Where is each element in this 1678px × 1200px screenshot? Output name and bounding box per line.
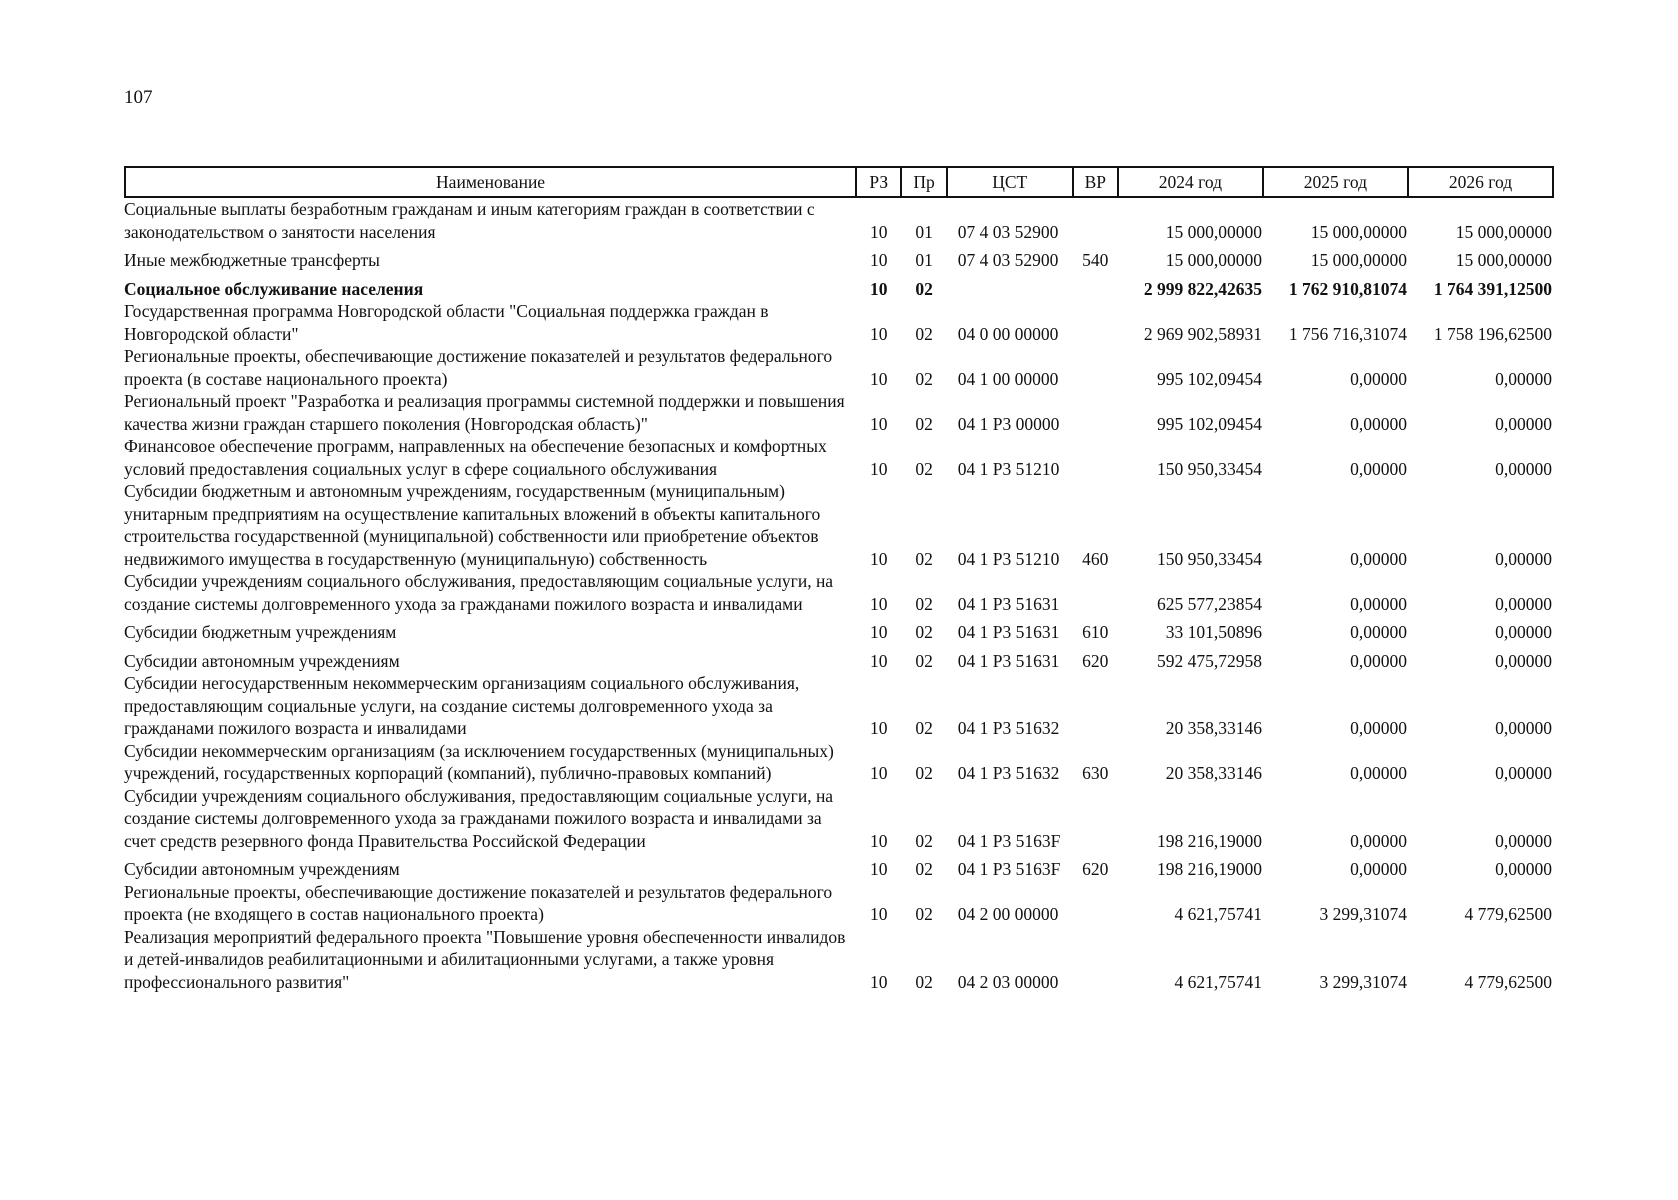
row-rz: 10: [870, 904, 888, 924]
row-pr: 02: [915, 278, 933, 299]
table-row: [124, 740, 1554, 785]
row-2026: 4 779,62500: [1464, 904, 1552, 924]
row-2026: 0,00000: [1495, 763, 1552, 783]
row-pr: 02: [915, 368, 933, 389]
row-2025: 3 299,31074: [1319, 971, 1407, 992]
row-cst: 04 1 Р3 51210: [957, 458, 1060, 479]
row-2025: 0,00000: [1350, 458, 1407, 479]
row-cst: 04 1 Р3 00000: [957, 413, 1060, 434]
row-pr: 02: [915, 718, 933, 738]
row-vr: 540: [1082, 250, 1109, 270]
table-row: [124, 345, 1554, 390]
row-2024: 995 102,09454: [1156, 368, 1262, 389]
row-2026: 0,00000: [1495, 593, 1552, 614]
row-name: Субсидии учреждениям социального обслуживания, предоставляющим социальные услуги, на создание системы долговременного ухода за гражданами пожилого возраста и инвалидами за счет средств резервного фонда Правительства Российской Федерации: [124, 785, 834, 851]
row-2026: 0,00000: [1495, 718, 1552, 738]
row-vr: [1074, 300, 1119, 345]
row-pr: 02: [915, 859, 933, 879]
row-2026: 0,00000: [1495, 458, 1552, 479]
row-2025: 0,00000: [1350, 368, 1407, 389]
row-vr: 620: [1082, 650, 1109, 671]
row-rz: 10: [870, 548, 888, 569]
row-2025: 3 299,31074: [1319, 904, 1407, 924]
table-row: [124, 480, 1554, 570]
row-2025: 0,00000: [1350, 830, 1407, 851]
row-vr: [1074, 672, 1119, 740]
row-rz: 10: [870, 859, 888, 879]
row-2026: 0,00000: [1495, 548, 1552, 569]
row-name: Субсидии автономным учреждениям: [124, 859, 400, 879]
row-2024: 150 950,33454: [1156, 458, 1262, 479]
row-rz: 10: [870, 622, 888, 642]
row-2024: 198 216,19000: [1156, 830, 1262, 851]
header-pr: Пр: [902, 166, 947, 198]
row-pr: 02: [915, 548, 933, 569]
page-number: 107: [124, 87, 153, 108]
table-row: [124, 243, 1554, 272]
row-pr: 02: [915, 413, 933, 434]
row-2026: 15 000,00000: [1455, 250, 1552, 270]
row-2025: 0,00000: [1350, 622, 1407, 642]
row-name: Субсидии бюджетным и автономным учреждениям, государственным (муниципальным) унитарным предприятиям на осуществление капитальных вложений в объекты капитального строительства государственной (муниципальной) собственности или приобретение объектов недвижимого имущества в государственную (муниципальную) собственность: [124, 481, 821, 569]
row-2024: 4 621,75741: [1174, 904, 1262, 924]
row-2025: 1 762 910,81074: [1288, 278, 1407, 299]
row-vr: [1074, 570, 1119, 615]
row-cst: 04 1 Р3 51632: [957, 718, 1060, 738]
row-rz: 10: [870, 650, 888, 671]
row-2026: 0,00000: [1495, 830, 1552, 851]
row-vr: [1074, 272, 1119, 301]
row-pr: 01: [915, 221, 933, 242]
row-name: Социальные выплаты безработным гражданам и иным категориям граждан в соответствии с законодательством о занятости населения: [124, 199, 815, 242]
row-2024: 20 358,33146: [1165, 763, 1262, 783]
row-rz: 10: [870, 221, 888, 242]
row-pr: 02: [915, 971, 933, 992]
table-row: [124, 852, 1554, 881]
row-2025: 15 000,00000: [1310, 221, 1407, 242]
row-pr: 01: [915, 250, 933, 270]
row-2024: 150 950,33454: [1156, 548, 1262, 569]
row-2024: 2 999 822,42635: [1143, 278, 1262, 299]
row-vr: [1074, 926, 1119, 994]
row-name: Социальное обслуживание населения: [124, 278, 424, 299]
row-cst: 04 2 00 00000: [957, 904, 1059, 924]
row-vr: [1074, 785, 1119, 853]
row-rz: 10: [870, 323, 888, 344]
header-rz: РЗ: [857, 166, 902, 198]
row-name: Субсидии бюджетным учреждениям: [124, 622, 397, 642]
row-cst: 07 4 03 52900: [957, 221, 1059, 242]
budget-table: [124, 166, 1554, 993]
row-2026: 0,00000: [1495, 368, 1552, 389]
row-cst: 04 0 00 00000: [957, 323, 1059, 344]
row-2024: 2 969 902,58931: [1143, 323, 1262, 344]
row-2024: 995 102,09454: [1156, 413, 1262, 434]
row-2024: 15 000,00000: [1165, 221, 1262, 242]
row-rz: 10: [870, 718, 888, 738]
row-cst: 04 1 Р3 51631: [957, 593, 1060, 614]
header-2026: 2026 год: [1409, 166, 1554, 198]
row-2025: 0,00000: [1350, 650, 1407, 671]
table-row: [124, 300, 1554, 345]
row-2024: 20 358,33146: [1165, 718, 1262, 738]
row-cst: 04 1 Р3 51631: [957, 650, 1060, 671]
row-cst: 07 4 03 52900: [957, 250, 1059, 270]
row-2025: 0,00000: [1350, 718, 1407, 738]
row-2024: 198 216,19000: [1156, 859, 1262, 879]
row-rz: 10: [870, 763, 888, 783]
row-2025: 0,00000: [1350, 413, 1407, 434]
row-pr: 02: [915, 458, 933, 479]
row-pr: 02: [915, 904, 933, 924]
row-pr: 02: [915, 830, 933, 851]
table-row: [124, 615, 1554, 644]
row-rz: 10: [870, 830, 888, 851]
row-cst: 04 1 Р3 51631: [957, 622, 1060, 642]
table-row: [124, 272, 1554, 301]
row-2024: 625 577,23854: [1156, 593, 1262, 614]
row-name: Реализация мероприятий федерального проекта "Повышение уровня обеспеченности инвалидов и детей-инвалидов реабилитационными и абилитационными услугами, а также уровня профессионального развития": [124, 926, 846, 992]
row-vr: 460: [1082, 548, 1109, 569]
table-row: [124, 198, 1554, 243]
row-name: Региональные проекты, обеспечивающие достижение показателей и результатов федерального проекта (в составе национального проекта): [124, 346, 833, 389]
table-row: [124, 435, 1554, 480]
row-2026: 4 779,62500: [1464, 971, 1552, 992]
row-2026: 0,00000: [1495, 413, 1552, 434]
row-name: Субсидии автономным учреждениям: [124, 650, 400, 671]
row-cst: [948, 272, 1074, 301]
row-cst: 04 1 Р3 5163F: [957, 830, 1061, 851]
row-2026: 1 758 196,62500: [1433, 323, 1552, 344]
table-header-row: [124, 166, 1554, 198]
row-pr: 02: [915, 323, 933, 344]
row-name: Иные межбюджетные трансферты: [124, 250, 380, 270]
row-cst: 04 2 03 00000: [957, 971, 1059, 992]
row-2025: 15 000,00000: [1310, 250, 1407, 270]
row-rz: 10: [870, 593, 888, 614]
table-row: [124, 644, 1554, 673]
row-name: Региональные проекты, обеспечивающие достижение показателей и результатов федерального проекта (не входящего в состав национального проекта): [124, 881, 833, 924]
row-name: Государственная программа Новгородской области "Социальная поддержка граждан в Новгородской области": [124, 301, 769, 344]
row-vr: [1074, 435, 1119, 480]
row-2026: 1 764 391,12500: [1433, 278, 1552, 299]
row-2025: 0,00000: [1350, 548, 1407, 569]
row-pr: 02: [915, 593, 933, 614]
row-vr: [1074, 345, 1119, 390]
row-2026: 15 000,00000: [1455, 221, 1552, 242]
row-2025: 0,00000: [1350, 859, 1407, 879]
row-2025: 1 756 716,31074: [1288, 323, 1407, 344]
row-rz: 10: [870, 413, 888, 434]
header-vr: ВР: [1074, 166, 1119, 198]
table-row: [124, 390, 1554, 435]
row-2026: 0,00000: [1495, 859, 1552, 879]
header-cst: ЦСТ: [948, 166, 1074, 198]
row-pr: 02: [915, 650, 933, 671]
row-vr: 610: [1082, 622, 1109, 642]
row-2026: 0,00000: [1495, 622, 1552, 642]
row-vr: 630: [1082, 763, 1109, 783]
row-rz: 10: [870, 971, 888, 992]
row-vr: 620: [1082, 859, 1109, 879]
header-name: Наименование: [124, 166, 857, 198]
row-2025: 0,00000: [1350, 593, 1407, 614]
row-vr: [1074, 198, 1119, 243]
table-row: [124, 926, 1554, 994]
row-name: Региональный проект "Разработка и реализация программы системной поддержки и повышения качества жизни граждан старшего поколения (Новгородская область)": [124, 391, 845, 434]
row-cst: 04 1 Р3 5163F: [957, 859, 1061, 879]
row-rz: 10: [870, 368, 888, 389]
row-cst: 04 1 Р3 51210: [957, 548, 1060, 569]
row-vr: [1074, 881, 1119, 926]
row-pr: 02: [915, 763, 933, 783]
row-pr: 02: [915, 622, 933, 642]
row-2026: 0,00000: [1495, 650, 1552, 671]
table-row: [124, 672, 1554, 740]
table-row: [124, 881, 1554, 926]
table-row: [124, 570, 1554, 615]
row-rz: 10: [870, 278, 888, 299]
row-2024: 592 475,72958: [1156, 650, 1262, 671]
header-2025: 2025 год: [1264, 166, 1409, 198]
row-cst: 04 1 00 00000: [957, 368, 1059, 389]
row-rz: 10: [870, 458, 888, 479]
row-name: Субсидии учреждениям социального обслуживания, предоставляющим социальные услуги, на создание системы долговременного ухода за гражданами пожилого возраста и инвалидами: [124, 571, 834, 614]
row-2024: 33 101,50896: [1165, 622, 1262, 642]
row-rz: 10: [870, 250, 888, 270]
row-name: Финансовое обеспечение программ, направленных на обеспечение безопасных и комфортных условий предоставления социальных услуг в сфере социального обслуживания: [124, 436, 827, 479]
row-2024: 15 000,00000: [1165, 250, 1262, 270]
row-2024: 4 621,75741: [1174, 971, 1262, 992]
row-name: Субсидии некоммерческим организациям (за исключением государственных (муниципальных) учреждений, государственных корпораций (компаний), публично-правовых компаний): [124, 740, 834, 783]
header-2024: 2024 год: [1119, 166, 1264, 198]
row-name: Субсидии негосударственным некоммерческим организациям социального обслуживания, предоставляющим социальные услуги, на создание системы долговременного ухода за гражданами пожилого возраста и инвалидами: [124, 673, 800, 738]
table-row: [124, 785, 1554, 853]
row-cst: 04 1 Р3 51632: [957, 763, 1060, 783]
row-vr: [1074, 390, 1119, 435]
row-2025: 0,00000: [1350, 763, 1407, 783]
